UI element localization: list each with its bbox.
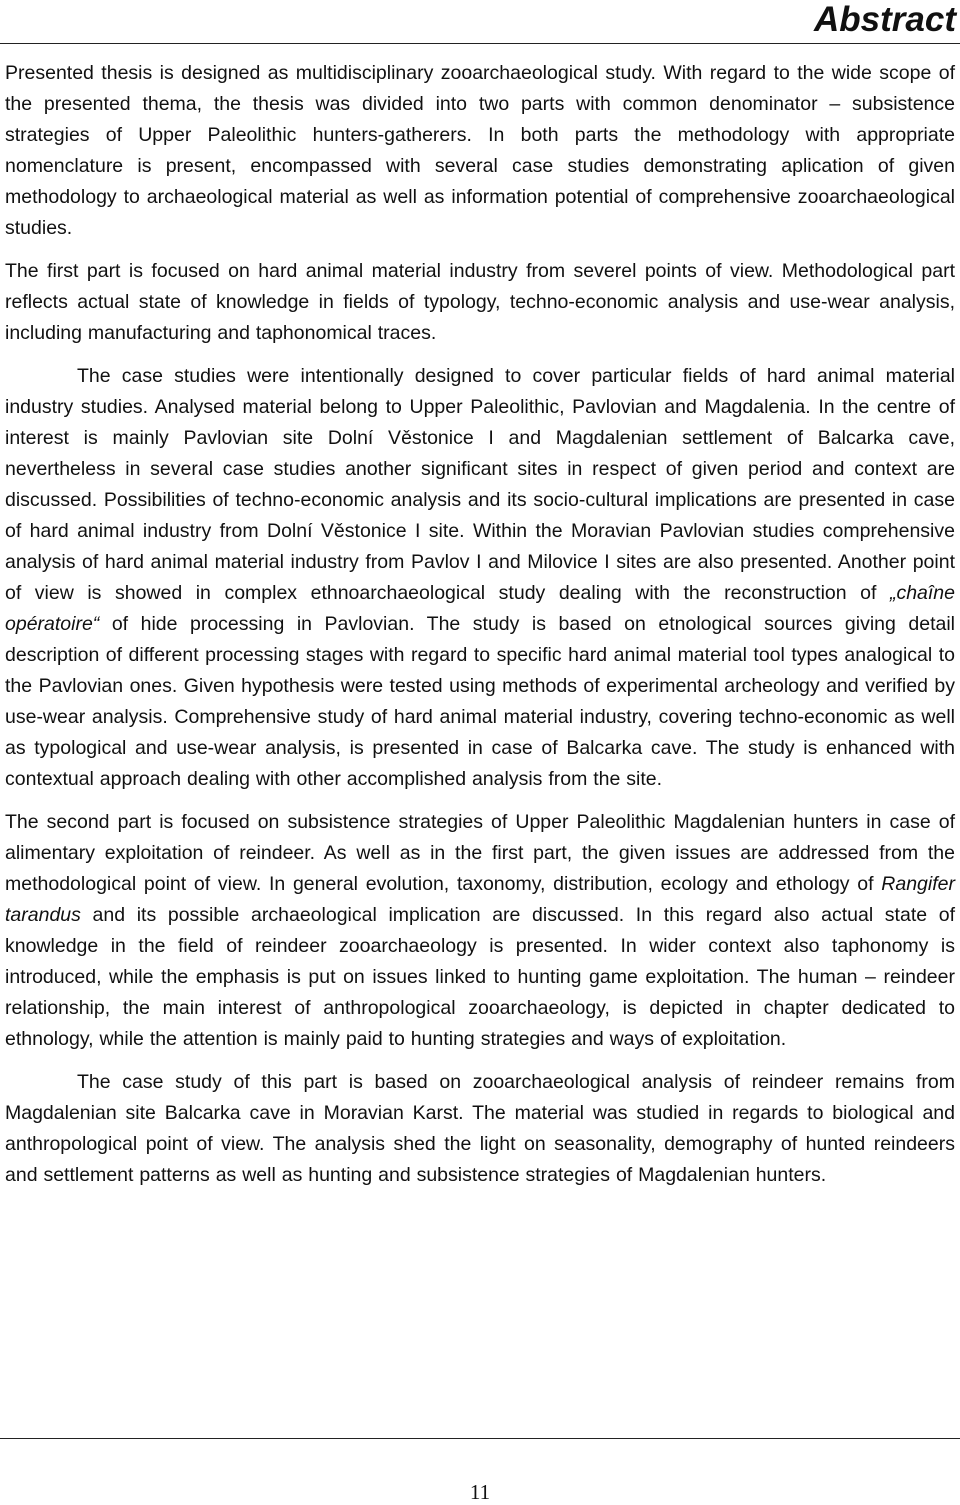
paragraph-text: The second part is focused on subsistence strategies of Upper Paleolithic Magdalenian hunters in case of alimentary exploitation of reindeer. As well as in the first part, the given issues are addressed from the methodological point of view. In general evolution, taxonomy, distribution, ecology and ethology of	[5, 811, 955, 895]
paragraph-text: and its possible archaeological implication are discussed. In this regard also actual state of knowledge in the field of reindeer zooarchaeology is presented. In wider context also taphonomy is introduced, while the emphasis is put on issues linked to hunting game exploitation. The human – reindeer relationship, the main interest of anthropological zooarchaeology, is depicted in chapter dedicated to ethnology, while the attention is mainly paid to hunting strategies and ways of exploitation.	[5, 904, 955, 1050]
paragraph-text: of hide processing in Pavlovian. The study is based on etnological sources giving detail description of different processing stages with regard to specific hard animal material tool types analogical to the Pavlovian ones. Given hypothesis were tested using methods of experimental archeology and verified by use-wear analysis. Comprehensive study of hard animal material industry, covering techno-economic as well as typological and use-wear analysis, is presented in case of Balcarka cave. The study is enhanced with contextual approach dealing with other accomplished analysis from the site.	[5, 613, 955, 790]
paragraph-reindeer-case-study	[5, 1067, 955, 1191]
italic-species-name: Rangifer tarandus	[5, 873, 955, 926]
header-divider	[0, 43, 960, 44]
paragraph-part-two	[5, 807, 955, 1055]
page-number: 11	[469, 1480, 491, 1504]
paragraph-text: The case studies were intentionally designed to cover particular fields of hard animal material industry studies. Analysed material belong to Upper Paleolithic, Pavlovian and Magdalenia. In the centre of interest is mainly Pavlovian site Dolní Věstonice I and Magdalenian settlement of Balcarka cave, nevertheless in several case studies another significant sites in respect of given period and context are discussed. Possibilities of techno-economic analysis and its socio-cultural implications are presented in case of hard animal industry from Dolní Věstonice I site. Within the Moravian Pavlovian studies comprehensive analysis of hard animal material industry from Pavlov I and Milovice I sites are also presented. Another point of view is showed in complex ethnoarchaeological study dealing with the reconstruction of	[5, 365, 955, 604]
paragraph-text: The first part is focused on hard animal material industry from severel points of view. Methodological part reflects actual state of knowledge in fields of typology, techno-economic analysis and use-wear analysis, including manufacturing and taphonomical traces.	[5, 260, 955, 344]
paragraph-part-one	[5, 256, 955, 349]
abstract-body	[5, 58, 955, 1191]
paragraph-case-studies	[5, 361, 955, 795]
page-title: Abstract	[814, 0, 956, 39]
paragraph-text: The case study of this part is based on zooarchaeological analysis of reindeer remains from Magdalenian site Balcarka cave in Moravian Karst. The material was studied in regards to biological and anthropological point of view. The analysis shed the light on seasonality, demography of hunted reindeers and settlement patterns as well as hunting and subsistence strategies of Magdalenian hunters.	[5, 1071, 955, 1186]
italic-term: „chaîne opératoire“	[5, 582, 955, 635]
paragraph-text: Presented thesis is designed as multidisciplinary zooarchaeological study. With regard to the wide scope of the presented thema, the thesis was divided into two parts with common denominator – subsistence strategies of Upper Paleolithic hunters-gatherers. In both parts the methodology with appropriate nomenclature is present, encompassed with several case studies demonstrating aplication of given methodology to archaeological material as well as information potential of comprehensive zooarchaeological studies.	[5, 62, 955, 239]
footer-divider	[0, 1438, 960, 1439]
paragraph-intro	[5, 58, 955, 244]
